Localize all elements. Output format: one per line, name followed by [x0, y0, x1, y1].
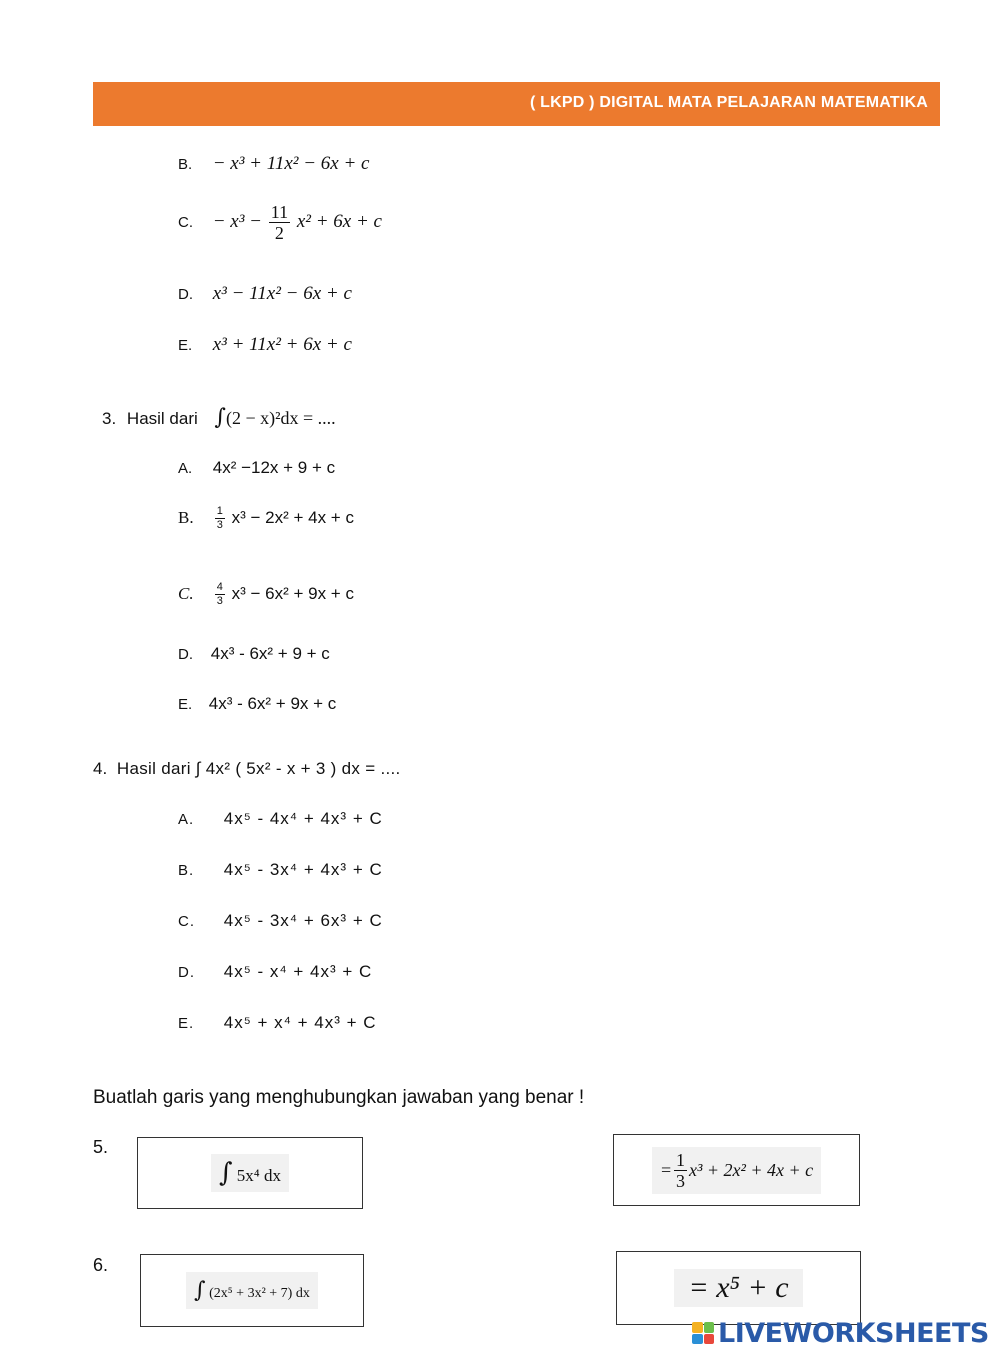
q4-option-a[interactable]: A. 4x⁵ - 4x⁴ + 4x³ + C [178, 809, 383, 828]
integral-icon: ∫ [214, 405, 226, 430]
integral-icon: ∫ [194, 1278, 206, 1303]
q5-left-box[interactable]: ∫ 5x⁴ dx [137, 1137, 363, 1209]
q5-right-box[interactable]: = $\frac{1}{3}$ x³ + 2x² + 4x + c [613, 1134, 860, 1206]
q3-option-e[interactable]: E. 4x³ - 6x² + 9x + c [178, 694, 337, 713]
q4-option-b[interactable]: B. 4x⁵ - 3x⁴ + 4x³ + C [178, 860, 383, 879]
q4-prompt: 4. Hasil dari ∫ 4x² ( 5x² - x + 3 ) dx = .... [93, 759, 401, 778]
fraction: $\frac{1}{3}$ [216, 505, 223, 531]
q6-left-box[interactable]: ∫ (2x⁵ + 3x² + 7) dx [140, 1254, 364, 1327]
q3-option-b[interactable]: B. $\frac{1}{3}$ x³ − 2x² + 4x + c [178, 505, 354, 531]
liveworksheets-logo-icon [692, 1322, 714, 1344]
q3-option-a[interactable]: A. 4x² −12x + 9 + c [178, 458, 336, 477]
q3-option-c[interactable]: C. $\frac{4}{3}$ x³ − 6x² + 9x + c [178, 581, 354, 607]
fraction: $\frac{4}{3}$ [216, 581, 223, 607]
q2-option-b[interactable]: B. − x³ + 11x² − 6x + c [178, 153, 370, 174]
fraction: $\frac{1}{3}$ [675, 1149, 685, 1191]
integral-icon: ∫ [219, 1158, 233, 1188]
q2-option-b-text: − x³ + 11x² − 6x + c [212, 153, 370, 174]
liveworksheets-watermark [692, 1316, 992, 1350]
q3-prompt: 3. Hasil dari ∫(2 − x)²dx = .... [102, 405, 336, 430]
q2-option-d[interactable]: D. x³ − 11x² − 6x + c [178, 283, 352, 304]
q4-option-d[interactable]: D. 4x⁵ - x⁴ + 4x³ + C [178, 962, 373, 981]
q6-number: 6. [93, 1255, 109, 1275]
watermark-text: LIVEWORKSHEETS [718, 1317, 989, 1349]
q4-option-e[interactable]: E. 4x⁵ + x⁴ + 4x³ + C [178, 1013, 377, 1032]
q6-right-box[interactable]: = x⁵ + c [616, 1251, 861, 1325]
q5-number: 5. [93, 1137, 109, 1157]
matching-instruction: Buatlah garis yang menghubungkan jawaban yang benar ! [93, 1087, 585, 1108]
q3-option-d[interactable]: D. 4x³ - 6x² + 9 + c [178, 644, 330, 663]
fraction: $\frac{11}{2}$ [270, 202, 289, 243]
q2-option-c[interactable]: C. − x³ − $\frac{11}{2}$ x² + 6x + c [178, 202, 382, 243]
header-bar [93, 82, 940, 126]
q2-option-e[interactable]: E. x³ + 11x² + 6x + c [178, 334, 352, 355]
q4-option-c[interactable]: C. 4x⁵ - 3x⁴ + 6x³ + C [178, 911, 383, 930]
header-title: ( LKPD ) DIGITAL MATA PELAJARAN MATEMATIKA [530, 94, 928, 111]
